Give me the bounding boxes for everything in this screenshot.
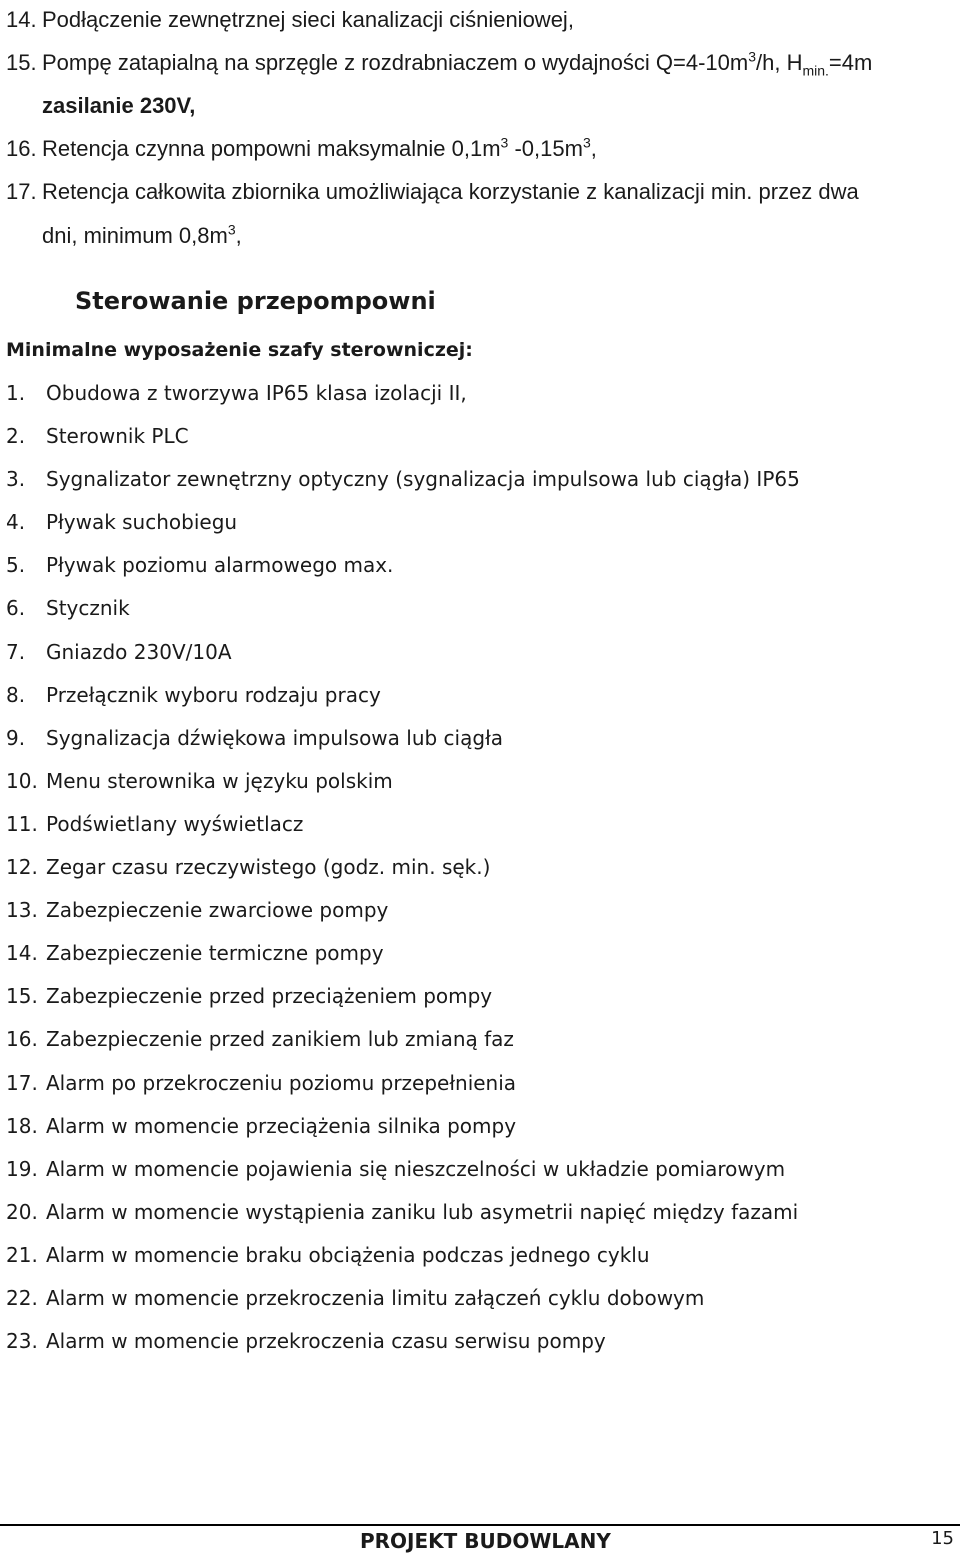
item-number: 1. [6,381,26,405]
intro-item [6,43,872,83]
item-number: 16. [6,1027,38,1052]
list-item [6,1197,800,1240]
item-number: 12. [6,855,38,880]
superscript: 3 [748,48,756,65]
list-item [6,981,800,1024]
equipment-list [6,378,800,1369]
item-number: 13. [6,898,38,923]
item-number: 23. [6,1329,38,1354]
list-item [6,1111,800,1154]
item-number: 8. [6,682,26,707]
item-number: 4. [6,510,26,535]
item-text: -0,15m [508,136,583,161]
item-text: =4m [828,50,873,75]
item-text: Obudowa z tworzywa IP65 klasa izolacji II, [46,381,467,405]
item-number: 17. [6,1070,38,1095]
item-text: Alarm po przekroczeniu poziomu przepełnienia [46,1070,517,1095]
list-item [6,1240,800,1283]
item-number: 11. [6,811,38,836]
list-item [6,507,800,550]
list-item [6,637,800,680]
list-item [6,378,800,421]
list-item [6,1283,800,1326]
item-text: Alarm w momencie przekroczenia czasu serwisu pompy [46,1329,606,1354]
section-title: Sterowanie przepompowni [75,287,436,315]
intro-item [6,129,597,169]
item-text: Zegar czasu rzeczywistego (godz. min. sęk.) [46,855,491,880]
item-text: Sygnalizacja dźwiękowa impulsowa lub ciągła [46,725,504,750]
list-item [6,938,800,981]
item-number: 14. [6,941,38,966]
item-text: Alarm w momencie wystąpienia zaniku lub asymetrii napięć między fazami [46,1199,799,1224]
list-item [6,1068,800,1111]
list-item [6,809,800,852]
list-item [6,593,800,636]
item-text: Pływak suchobiegu [46,510,238,535]
item-number: 9. [6,725,26,750]
footer-title: PROJEKT BUDOWLANY [360,1529,611,1553]
item-number: 7. [6,639,26,664]
superscript: 3 [500,134,509,151]
intro-item-continuation [6,216,242,256]
item-number: 20. [6,1199,38,1224]
item-text: /h, H [756,50,803,75]
item-text: Menu sterownika w języku polskim [46,768,393,793]
list-item [6,852,800,895]
item-text: Przełącznik wyboru rodzaju pracy [46,682,381,707]
item-text: Zabezpieczenie przed zanikiem lub zmianą faz [46,1027,514,1052]
list-item [6,723,800,766]
item-text: Zabezpieczenie przed przeciążeniem pompy [46,984,493,1009]
list-item [6,464,800,507]
superscript: 3 [582,134,591,151]
item-number: 15. [6,984,38,1009]
item-text: Pompę zatapialną na sprzęgle z rozdrabniaczem o wydajności Q=4-10m [42,50,749,75]
item-text: , [235,223,242,248]
intro-item [6,0,574,40]
list-item [6,1024,800,1067]
item-text: Sterownik PLC [46,424,189,449]
item-number: 16. [6,136,37,161]
item-text: , [590,136,597,161]
item-number: 19. [6,1156,38,1181]
item-number: 3. [6,467,26,492]
list-item [6,1154,800,1197]
item-text: Alarm w momencie pojawienia się nieszczelności w układzie pomiarowym [46,1156,786,1181]
page-number: 15 [931,1528,954,1549]
list-item [6,1326,800,1369]
item-text: Zabezpieczenie termiczne pompy [46,941,384,966]
item-text: Zabezpieczenie zwarciowe pompy [46,898,389,923]
subheading: Minimalne wyposażenie szafy sterowniczej: [6,339,473,361]
item-number: 14. [6,7,37,32]
item-text: Pływak poziomu alarmowego max. [46,553,394,578]
item-number: 18. [6,1113,38,1138]
item-text: Sygnalizator zewnętrzny optyczny (sygnalizacja impulsowa lub ciągła) IP65 [46,467,800,492]
footer-rule [0,1524,960,1526]
intro-item [6,172,859,212]
item-number: 15. [6,50,37,75]
item-text: Retencja czynna pompowni maksymalnie 0,1m [42,136,501,161]
intro-item-continuation: zasilanie 230V, [42,93,196,118]
item-number: 22. [6,1285,38,1310]
item-number: 6. [6,596,26,621]
list-item [6,550,800,593]
list-item [6,895,800,938]
item-number: 17. [6,179,37,204]
item-text: Podłączenie zewnętrznej sieci kanalizacji ciśnieniowej, [42,7,574,32]
superscript: 3 [227,221,236,238]
item-number: 2. [6,424,26,449]
list-item [6,421,800,464]
list-item [6,680,800,723]
item-number: 5. [6,553,26,578]
item-number: 10. [6,768,38,793]
item-text: Alarm w momencie przeciążenia silnika pompy [46,1113,517,1138]
item-text: Gniazdo 230V/10A [46,639,232,664]
list-item [6,766,800,809]
item-number: 21. [6,1242,38,1267]
item-text: Retencja całkowita zbiornika umożliwiająca korzystanie z kanalizacji min. przez dwa [42,179,859,204]
item-text: Stycznik [46,596,130,621]
subscript: min. [802,62,829,79]
item-text: dni, minimum 0,8m [42,223,228,248]
item-text: Alarm w momencie przekroczenia limitu załączeń cyklu dobowym [46,1285,705,1310]
item-text: Podświetlany wyświetlacz [46,811,304,836]
item-text: Alarm w momencie braku obciążenia podczas jednego cyklu [46,1242,650,1267]
